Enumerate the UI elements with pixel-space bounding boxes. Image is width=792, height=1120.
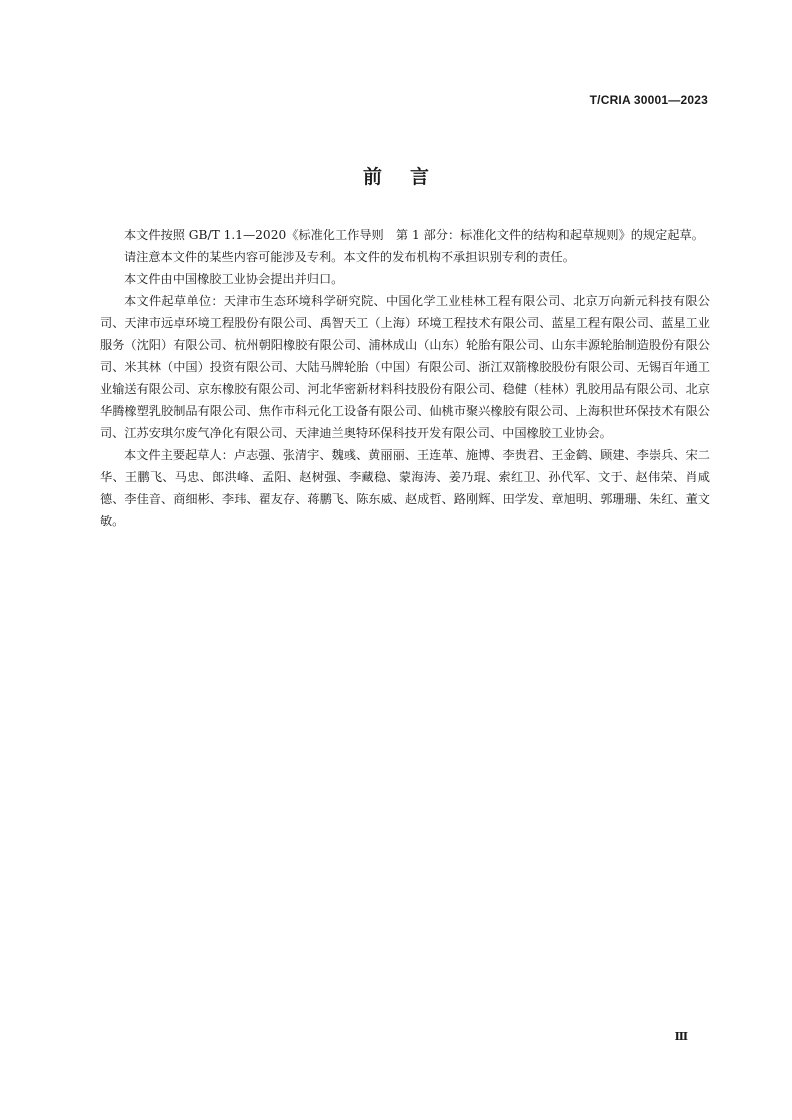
- paragraph-drafting-units: 本文件起草单位：天津市生态环境科学研究院、中国化学工业桂林工程有限公司、北京万向新元科技有限公司、天津市远卓环境工程股份有限公司、禹智天工（上海）环境工程技术有限公司、蓝星工程有限公司、蓝星工业服务（沈阳）有限公司、杭州朝阳橡胶有限公司、浦林成山（山东）轮胎有限公司、山东丰源轮胎制造股份有限公司、米其林（中国）投资有限公司、大陆马牌轮胎（中国）有限公司、浙江双箭橡胶股份有限公司、无锡百年通工业输送有限公司、京东橡胶有限公司、河北华密新材料科技股份有限公司、稳健（桂林）乳胶用品有限公司、北京华腾橡塑乳胶制品有限公司、焦作市科元化工设备有限公司、仙桃市聚兴橡胶有限公司、上海积世环保技术有限公司、江苏安琪尔废气净化有限公司、天津迪兰奥特环保科技开发有限公司、中国橡胶工业协会。: [100, 294, 710, 440]
- foreword-body: [100, 224, 710, 532]
- page-title: 前言: [362, 166, 457, 188]
- paragraph-drafters: 本文件主要起草人：卢志强、张清宇、魏彧、黄丽丽、王连革、施博、李贵君、王金鹤、顾建、李崇兵、宋二华、王鹏飞、马忠、郎洪峰、孟阳、赵树强、李藏稳、蒙海涛、姜乃琨、索红卫、孙代军、文于、赵伟荣、肖咸德、李佳音、商细彬、李玮、翟友存、蒋鹏飞、陈东威、赵成哲、路刚辉、田学发、章旭明、郭珊珊、朱红、董文敏。: [100, 448, 710, 528]
- paragraph-drafting-rules: 本文件按照 GB/T 1.1—2020《标准化工作导则 第 1 部分：标准化文件的结构和起草规则》的规定起草。: [124, 228, 704, 242]
- standard-number: T/CRIA 30001—2023: [589, 93, 708, 107]
- paragraph-patent-notice: 请注意本文件的某些内容可能涉及专利。本文件的发布机构不承担识别专利的责任。: [124, 250, 575, 264]
- page-number: Ⅲ: [674, 1030, 688, 1043]
- paragraph-proposer: 本文件由中国橡胶工业协会提出并归口。: [124, 272, 344, 286]
